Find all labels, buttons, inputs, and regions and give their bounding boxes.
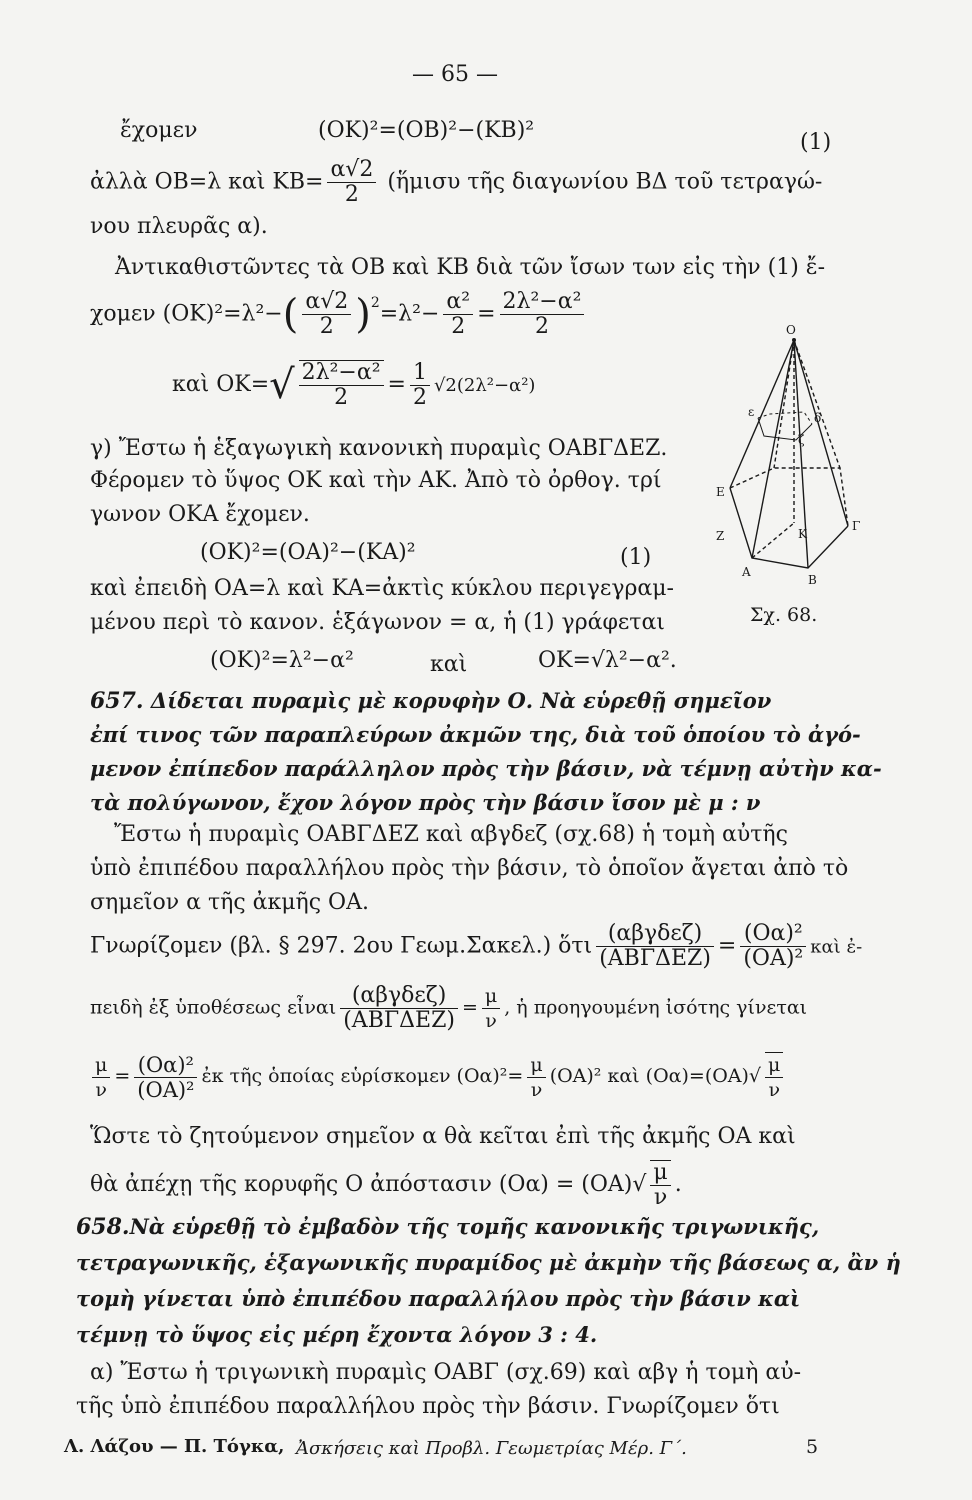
equation: θὰ ἀπέχῃ τῆς κορυφῆς Ο ἀπόστασιν (Οα) = (ΟΑ)√ $\frac{\mu}{\nu}$ . (90, 1160, 682, 1210)
text-line: Φέρομεν τὸ ὕψος ΟΚ καὶ τὴν ΑΚ. Ἀπὸ τὸ ὀρθογ. τρί (90, 468, 662, 493)
vertex-label: E (716, 485, 725, 499)
fraction: $\frac{\text{(αβγδεζ)}}{\text{(ΑΒΓΔΕΖ)}}$ (340, 984, 458, 1033)
problem-statement: τομὴ γίνεται ὑπὸ ἐπιπέδου παραλλήλου πρὸς τὴν βάσιν καὶ (76, 1286, 801, 1311)
text-line: γ) Ἔστω ἡ ἑξαγωγικὴ κανονικὴ πυραμὶς ΟΑΒΓΔΕΖ. (90, 436, 668, 461)
vertex-label: ε (748, 405, 755, 419)
text-line: ἔχομεν (120, 118, 198, 143)
pyramid-figure (700, 318, 870, 603)
fraction: $\frac{\alpha√2}{2}$ (302, 290, 351, 339)
text-line: μένου περὶ τὸ κανον. ἑξάγωνον = α, ἡ (1) γράφεται (90, 610, 665, 635)
text-line: α) Ἔστω ἡ τριγωνικὴ πυραμὶς ΟΑΒΓ (σχ.69) καὶ αβγ ἡ τομὴ αὐ- (90, 1360, 802, 1385)
text-line: Ἀντικαθιστῶντες τὰ ΟΒ καὶ ΚΒ διὰ τῶν ἴσων των εἰς τὴν (1) ἔ- (115, 255, 826, 280)
problem-statement: τέμνῃ τὸ ὕψος εἰς μέρη ἔχοντα λόγον 3 : 4. (76, 1322, 598, 1347)
fraction: $\frac{\text{2λ²−α²}}{2}$ (299, 360, 384, 410)
vertex-label: K (798, 527, 807, 541)
fraction: $\frac{\alpha√2}{2}$ (327, 158, 376, 207)
fraction: $\frac{\text{(Οα)²}}{\text{(ΟΑ)²}}$ (740, 922, 806, 971)
vertex-label: Γ (852, 519, 861, 533)
fraction: $\frac{\mu}{\nu}$ (650, 1160, 670, 1210)
fraction: $\frac{\mu}{\nu}$ (92, 1053, 110, 1102)
equation: καὶ ΟΚ=√ $\frac{\text{2λ²−α²}}{2}$ = $\frac{1}{2}$ √2(2λ²−α²) (172, 359, 536, 410)
text-line: καὶ (430, 652, 468, 677)
text-line: ἀλλὰ ΟΒ=λ καὶ ΚΒ= $\frac{\alpha√2}{2}$ (ἥμισυ τῆς διαγωνίου ΒΔ τοῦ τετραγώ- (90, 157, 823, 207)
footer-title: Ἀσκήσεις καὶ Προβλ. Γεωμετρίας Μέρ. Γ΄. (296, 1438, 687, 1459)
text-line: καὶ ἐπειδὴ ΟΑ=λ καὶ ΚΑ=ἀκτὶς κύκλου περιγεγραμ- (90, 576, 674, 601)
problem-statement: τετραγωνικῆς, ἑξαγωνικῆς πυραμίδος μὲ ἀκμὴν τῆς βάσεως α, ἂν ἡ (76, 1250, 901, 1275)
vertex-label: O (786, 323, 796, 337)
equation: (ΟΚ)²=λ²−α² (210, 648, 354, 673)
text-line: ὑπὸ ἐπιπέδου παραλλήλου πρὸς τὴν βάσιν, τὸ ὁποῖον ἄγεται ἀπὸ τὸ (90, 856, 849, 881)
equation: (ΟΚ)²=(ΟΒ)²−(ΚΒ)² (318, 118, 535, 143)
problem-statement: ἐπί τινος τῶν παραπλεύρων ἀκμῶν της, διὰ τοῦ ὁποίου τὸ ἀγό- (90, 722, 861, 747)
vertex-label: δ (814, 411, 822, 425)
vertex-label: B (808, 573, 817, 587)
figure-caption: Σχ. 68. (750, 604, 818, 626)
vertex-label: A (742, 565, 751, 579)
equation: ΟΚ=√λ²−α². (538, 648, 677, 673)
fraction: $\frac{\mu}{\nu}$ (482, 984, 500, 1033)
problem-statement: τὰ πολύγωνον, ἔχον λόγον πρὸς τὴν βάσιν ἴσον μὲ μ : ν (90, 790, 761, 815)
equation: χομεν (ΟΚ)²=λ²−( $\frac{\alpha√2}{2}$ )$^2$=λ²− $\frac{\text{α²}}{2}$ = $\frac{\text{2λ²−α²}}{2}$ (90, 290, 588, 339)
equation-number: (1) (800, 130, 832, 155)
equation-number: (1) (620, 545, 652, 570)
page-number: — 65 — (412, 62, 498, 87)
fraction: $\frac{\mu}{\nu}$ (765, 1052, 783, 1102)
text-line: νου πλευρᾶς α). (90, 214, 268, 239)
text-line: Ἔστω ἡ πυραμὶς ΟΑΒΓΔΕΖ καὶ αβγδεζ (σχ.68) ἡ τομὴ αὐτῆς (114, 822, 788, 847)
fraction: $\frac{1}{2}$ (410, 361, 430, 410)
problem-statement: μενον ἐπίπεδον παράλληλον πρὸς τὴν βάσιν, νὰ τέμνῃ αὐτὴν κα- (90, 756, 882, 781)
text-line: σημεῖον α τῆς ἀκμῆς ΟΑ. (90, 890, 369, 915)
vertex-label: Ζ (716, 529, 725, 543)
vertex-label: ζ (798, 433, 805, 447)
fraction: $\frac{\text{(Οα)²}}{\text{(ΟΑ)²}}$ (134, 1053, 197, 1102)
text-line: Ὥστε τὸ ζητούμενον σημεῖον α θὰ κεῖται ἐπὶ τῆς ἀκμῆς ΟΑ καὶ (90, 1124, 796, 1149)
footer-authors: Λ. Λάζου — Π. Τόγκα, (64, 1436, 285, 1457)
equation: (ΟΚ)²=(ΟΑ)²−(ΚΑ)² (200, 540, 416, 565)
equation: πειδὴ ἐξ ὑποθέσεως εἶναι $\frac{\text{(αβγδεζ)}}{\text{(ΑΒΓΔΕΖ)}}$ = $\frac{\mu}{\nu}$ , ἡ προηγουμένη ἰσότης γίνεται (90, 983, 808, 1033)
fraction: $\frac{\text{α²}}{2}$ (443, 290, 473, 339)
problem-statement: 658.Νὰ εὑρεθῇ τὸ ἐμβαδὸν τῆς τομῆς κανονικῆς τριγωνικῆς, (76, 1214, 820, 1240)
footer-sheet-number: 5 (806, 1436, 819, 1458)
text-line: γωνον ΟΚΑ ἔχομεν. (90, 502, 310, 527)
equation: Γνωρίζομεν (βλ. § 297. 2ου Γεωμ.Σακελ.) ὅτι $\frac{\text{(αβγδεζ)}}{\text{(ΑΒΓΔΕΖ)}}$ = $\frac{\text{(Οα)²}}{\text{(ΟΑ)²}}$ καὶ ἐ- (90, 921, 863, 971)
fraction: $\frac{\mu}{\nu}$ (527, 1053, 545, 1102)
problem-statement: 657. Δίδεται πυραμὶς μὲ κορυφὴν Ο. Νὰ εὑρεθῇ σημεῖον (90, 688, 772, 714)
fraction: $\frac{\text{2λ²−α²}}{2}$ (500, 290, 585, 339)
fraction: $\frac{\text{(αβγδεζ)}}{\text{(ΑΒΓΔΕΖ)}}$ (596, 922, 714, 971)
text-line: τῆς ὑπὸ ἐπιπέδου παραλλήλου πρὸς τὴν βάσιν. Γνωρίζομεν ὅτι (76, 1394, 780, 1419)
equation: $\frac{\mu}{\nu}$ = $\frac{\text{(Οα)²}}{\text{(ΟΑ)²}}$ ἐκ τῆς ὁποίας εὑρίσκομεν (Οα)²= $\frac{\mu}{\nu}$ (ΟΑ)² καὶ (Οα)=(ΟΑ)√ $\frac{\mu}{\nu}$ (88, 1052, 787, 1102)
